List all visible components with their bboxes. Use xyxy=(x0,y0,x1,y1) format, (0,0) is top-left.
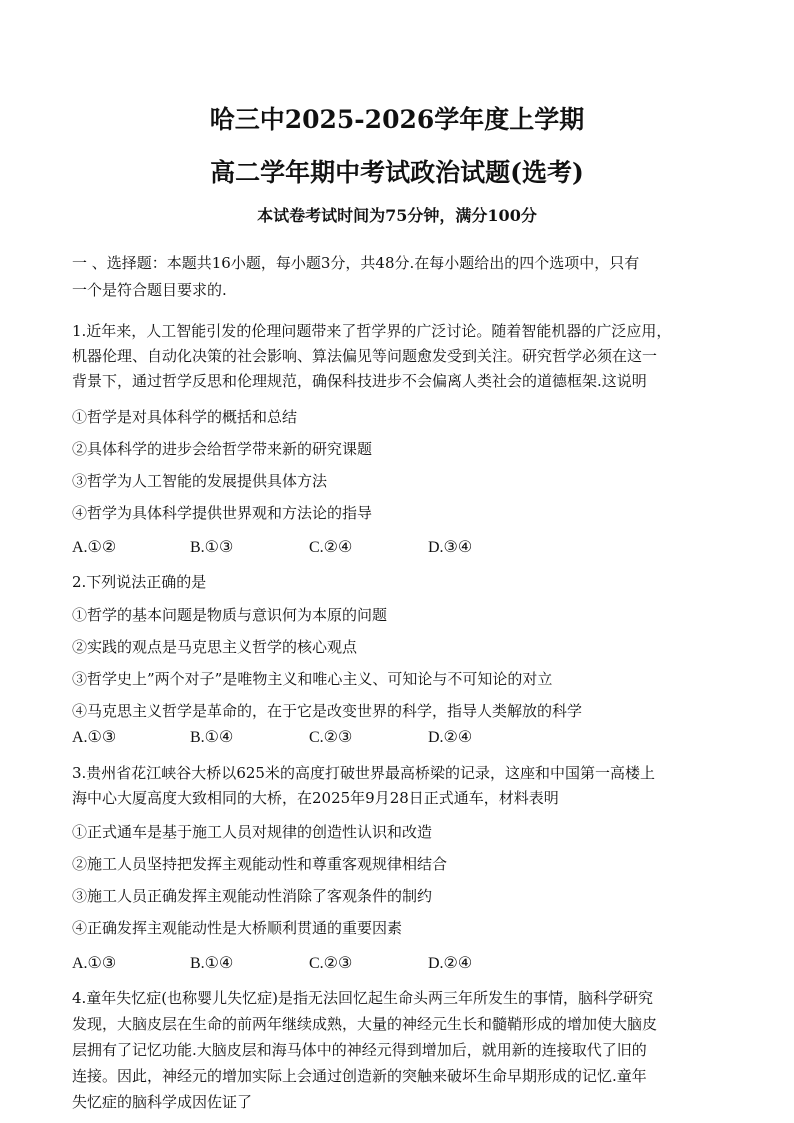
question-3-stem: 3.贵州省花江峡谷大桥以625米的高度打破世界最高桥梁的记录，这座和中国第一高楼上 xyxy=(72,764,655,782)
question-1-item: ③哲学为人工智能的发展提供具体方法 xyxy=(72,472,328,490)
question-3-item: ①正式通车是基于施工人员对规律的创造性认识和改造 xyxy=(72,823,433,841)
question-2-item: ①哲学的基本问题是物质与意识何为本原的问题 xyxy=(72,606,388,624)
option-c: C.②③ xyxy=(309,729,353,746)
question-2-item: ③哲学史上”两个对子”是唯物主义和唯心主义、可知论与不可知论的对立 xyxy=(72,670,553,688)
question-3-item: ③施工人员正确发挥主观能动性消除了客观条件的制约 xyxy=(72,887,433,905)
option-a: A.①② xyxy=(72,539,117,556)
section-intro: 一个是符合题目要求的. xyxy=(72,281,227,299)
question-1-item: ①哲学是对具体科学的概括和总结 xyxy=(72,408,298,426)
option-b: B.①④ xyxy=(190,729,234,746)
option-a: A.①③ xyxy=(72,729,117,746)
option-d: D.③④ xyxy=(428,539,473,556)
exam-subject-title: 高二学年期中考试政治试题(选考) xyxy=(210,158,584,187)
question-2-item: ②实践的观点是马克思主义哲学的核心观点 xyxy=(72,638,358,656)
question-2-item: ④马克思主义哲学是革命的，在于它是改变世界的科学，指导人类解放的科学 xyxy=(72,702,583,720)
question-1-stem: 背景下，通过哲学反思和伦理规范，确保科技进步不会偏离人类社会的道德框架.这说明 xyxy=(72,372,647,390)
question-3-item: ②施工人员坚持把发挥主观能动性和尊重客观规律相结合 xyxy=(72,855,448,873)
option-c: C.②③ xyxy=(309,955,353,972)
question-3-stem: 海中心大厦高度大致相同的大桥，在2025年9月28日正式通车，材料表明 xyxy=(72,789,559,807)
option-b: B.①③ xyxy=(190,539,234,556)
question-1-stem: 1.近年来，人工智能引发的伦理问题带来了哲学界的广泛讨论。随着智能机器的广泛应用， xyxy=(72,322,672,340)
option-c: C.②④ xyxy=(309,539,353,556)
question-4-stem: 4.童年失忆症(也称婴儿失忆症)是指无法回忆起生命头两三年所发生的事情，脑科学研究 xyxy=(72,989,654,1007)
question-1-item: ②具体科学的进步会给哲学带来新的研究课题 xyxy=(72,440,373,458)
question-4-stem: 失忆症的脑科学成因佐证了 xyxy=(72,1093,253,1111)
option-d: D.②④ xyxy=(428,955,473,972)
option-d: D.②④ xyxy=(428,729,473,746)
question-4-stem: 连接。因此，神经元的增加实际上会通过创造新的突触来破坏生命早期形成的记忆.童年 xyxy=(72,1067,647,1085)
question-2-stem: 2.下列说法正确的是 xyxy=(72,573,207,591)
section-intro: 一 、选择题：本题共16小题，每小题3分，共48分.在每小题给出的四个选项中，只有 xyxy=(72,254,640,272)
option-a: A.①③ xyxy=(72,955,117,972)
question-3-item: ④正确发挥主观能动性是大桥顺利贯通的重要因素 xyxy=(72,919,403,937)
question-4-stem: 发现，大脑皮层在生命的前两年继续成熟，大量的神经元生长和髓鞘形成的增加使大脑皮 xyxy=(72,1015,658,1033)
question-4-stem: 层拥有了记忆功能.大脑皮层和海马体中的神经元得到增加后，就用新的连接取代了旧的 xyxy=(72,1041,647,1059)
question-1-stem: 机器伦理、自动化决策的社会影响、算法偏见等问题愈发受到关注。研究哲学必须在这一 xyxy=(72,347,658,365)
question-1-item: ④哲学为具体科学提供世界观和方法论的指导 xyxy=(72,504,373,522)
exam-time-note: 本试卷考试时间为75分钟，满分100分 xyxy=(257,206,537,225)
option-b: B.①④ xyxy=(190,955,234,972)
exam-title: 哈三中2025-2026学年度上学期 xyxy=(209,105,585,134)
